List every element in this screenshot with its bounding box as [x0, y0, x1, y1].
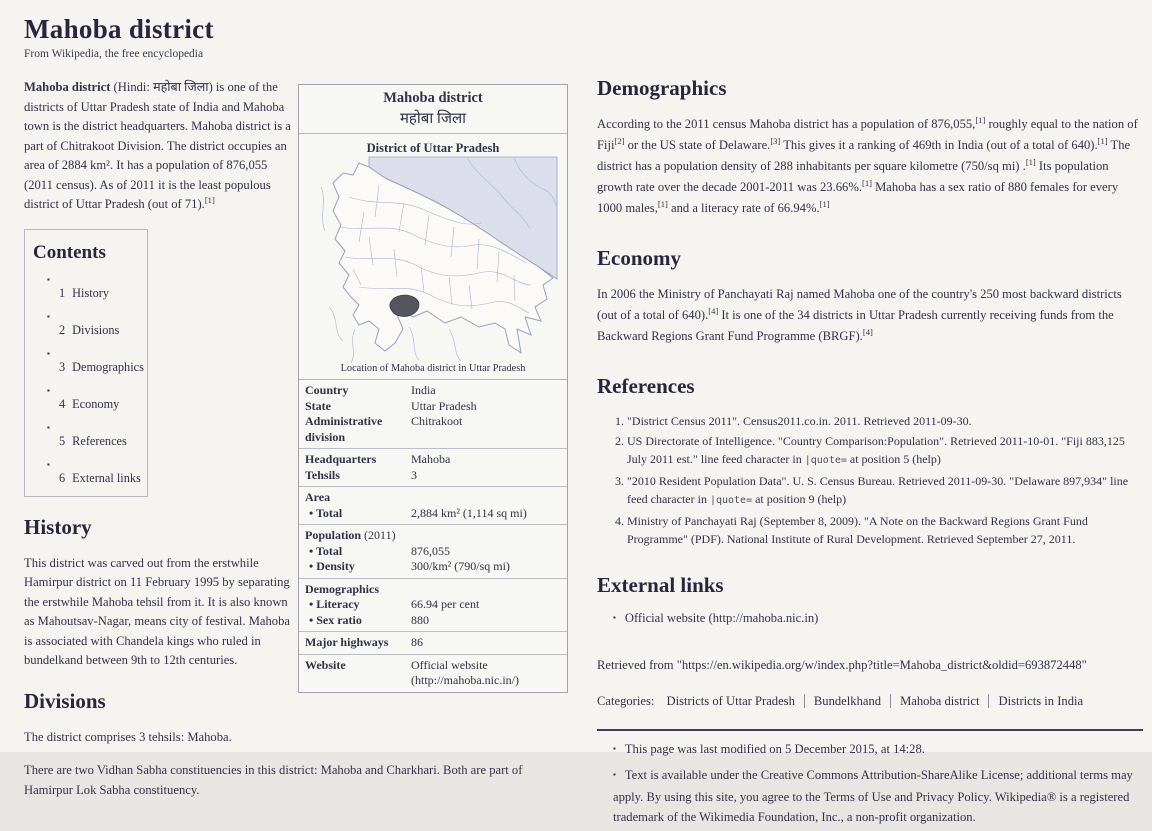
toc-item-economy[interactable]: ▪ 4 Economy	[31, 385, 143, 413]
bullet-icon: ▪	[47, 311, 50, 321]
contents-box	[24, 229, 148, 497]
external-links-list	[597, 611, 1143, 626]
infobox-header	[299, 85, 567, 134]
reference-item: 3. "2010 Resident Population Data". U. S. Census Bureau. Retrieved 2011-09-30. "Delaware 897,934" line feed character in |quote= at position 9 (help)	[627, 472, 1143, 511]
reference-item: 4. Ministry of Panchayati Raj (September 8, 2009). "A Note on the Backward Regions Grant Fund Programme" (PDF). National Institute of Rural Development. Retrieved September 27, 2011.	[627, 512, 1143, 549]
bullet-icon: ▪	[47, 274, 50, 284]
infobox-group: Population (2011) • Total 876,055 • Density 300/km² (790/sq mi)	[299, 525, 567, 579]
right-column	[597, 76, 1143, 831]
infobox-group: Area • Total 2,884 km² (1,114 sq mi)	[299, 487, 567, 525]
infobox-group: Major highways 86	[299, 632, 567, 655]
last-modified-note: ▪ This page was last modified on 5 December 2015, at 14:28.	[613, 739, 1133, 761]
bullet-icon: ▪	[47, 348, 50, 358]
infobox-group: Demographics • Literacy 66.94 per cent • Sex ratio 880	[299, 579, 567, 633]
toc-item-references[interactable]: ▪ 5 References	[31, 422, 143, 450]
categories-label: Categories:	[597, 693, 655, 708]
intro-paragraph: Mahoba district (Hindi: महोबा जिला) is one of the districts of Uttar Pradesh state of India and Mahoba town is the district headquarters. Mahoba district is a part of Chitrakoot Division. The district occupies an area of 2884 km². It has a population of 876,055 (2011 census). As of 2011 it is the least populous district of Uttar Pradesh (out of 71).[1]	[24, 80, 291, 212]
divisions-paragraph: The district comprises 3 tehsils: Mahoba.	[24, 729, 232, 744]
infobox-title: Mahoba district	[383, 90, 483, 106]
demographics-heading: Demographics	[597, 76, 727, 100]
infobox-subtitle: District of Uttar Pradesh	[366, 141, 500, 155]
references-heading: References	[597, 374, 695, 398]
infobox-title-hindi: महोबा जिला	[399, 111, 467, 127]
up-locator-map	[309, 157, 557, 363]
ref-marker[interactable]: [1]	[1025, 156, 1036, 167]
ref-marker[interactable]: [1]	[861, 177, 872, 188]
bullet-icon: ▪	[47, 385, 50, 395]
ref-marker[interactable]: [4]	[708, 305, 719, 316]
toc-item-history[interactable]: ▪ 1 History	[31, 274, 143, 302]
toc-item-external-links[interactable]: ▪ 6 External links	[31, 459, 143, 487]
ref-marker[interactable]: [1]	[975, 114, 986, 125]
bullet-icon: ▪	[47, 422, 50, 432]
district-infobox	[298, 84, 568, 693]
references-list	[597, 412, 1143, 549]
divisions-heading: Divisions	[24, 688, 106, 713]
economy-heading: Economy	[597, 246, 681, 270]
economy-paragraph: In 2006 the Ministry of Panchayati Raj named Mahoba one of the country's 250 most backward districts (out of a total of 640).[4] It is one of the 34 districts in Uttar Pradesh currently receiving funds from the Backward Regions Grant Fund Programme (BRGF).[4]	[597, 287, 1122, 343]
toc-item-demographics[interactable]: ▪ 3 Demographics	[47, 348, 144, 374]
history-heading: History	[24, 514, 92, 539]
demographics-paragraph: According to the 2011 census Mahoba district has a population of 876,055,[1] roughly equal to the nation of Fiji[2] or the US state of Delaware.[3] This gives it a ranking of 469th in India (out of a total of 640).[1] The district has a population density of 288 inhabitants per square kilometre (750/sq mi) .[1] Its population growth rate over the decade 2001-2011 was 23.66%.[1] Mahoba has a sex ratio of 880 females for every 1000 males,[1] and a literacy rate of 66.94%.[1]	[597, 114, 1138, 215]
infobox-group: Headquarters Mahoba Tehsils 3	[299, 449, 567, 487]
infobox-group: Country India State Uttar Pradesh Administrative division Chitrakoot	[299, 380, 567, 449]
external-links-heading: External links	[597, 572, 724, 597]
mahoba-district-highlight	[390, 295, 419, 316]
page-title: Mahoba district	[24, 14, 214, 44]
contents-title: Contents	[33, 241, 106, 263]
reference-item: 1. "District Census 2011". Census2011.co.in. 2011. Retrieved 2011-09-30.	[627, 412, 1143, 431]
ref-marker[interactable]: [2]	[614, 135, 625, 146]
retrieved-from-line: Retrieved from "https://en.wikipedia.org/w/index.php?title=Mahoba_district&oldid=693872448"	[597, 657, 1087, 672]
history-paragraph: This district was carved out from the erstwhile Hamirpur district on 11 February 1995 by separating the erstwhile Mahoba tehsil from it. It is also known as Mahoutsav-Nagar, means city of festival. Mahoba is associated with Chandela kings who ruled in bundelkand between 9th to 12th centuries.	[24, 555, 290, 668]
license-note: ▪ Text is available under the Creative Commons Attribution-ShareAlike License; additional terms may apply. By using this site, you agree to the Terms of Use and Privacy Policy. Wikipedia® is a registered trademark of the Wikimedia Foundation, Inc., a non-profit organization.	[613, 765, 1133, 827]
ref-marker[interactable]: [1]	[819, 198, 830, 209]
page-subtitle: From Wikipedia, the free encyclopedia	[24, 48, 204, 60]
official-website-link[interactable]: ▪ Official website (http://mahoba.nic.in)	[613, 611, 1143, 626]
ref-marker[interactable]: [1]	[204, 194, 215, 205]
categories-bar	[597, 694, 1143, 709]
reference-item: 2. US Directorate of Intelligence. "Country Comparison:Population". Retrieved 2011-10-01. "Fiji 883,125 July 2011 est." line feed character in |quote= at position 5 (help)	[627, 432, 1143, 471]
ref-marker[interactable]: [1]	[657, 198, 668, 209]
map-caption: Location of Mahoba district in Uttar Pradesh	[299, 363, 567, 380]
bullet-icon: ▪	[47, 459, 50, 469]
category-link[interactable]: Districts of Uttar Pradesh	[666, 693, 795, 708]
category-link[interactable]: Mahoba district	[890, 694, 988, 708]
ref-marker[interactable]: [1]	[1097, 135, 1108, 146]
category-link[interactable]: Bundelkhand	[804, 694, 890, 708]
toc-item-divisions[interactable]: ▪ 2 Divisions	[31, 311, 143, 339]
infobox-group: Website Official website (http://mahoba.nic.in/)	[299, 655, 567, 692]
ref-marker[interactable]: [4]	[862, 326, 873, 337]
ref-marker[interactable]: [3]	[770, 135, 781, 146]
divisions-paragraph: There are two Vidhan Sabha constituencies in this district: Mahoba and Charkhari. Both are part of Hamirpur Lok Sabha constituency.	[24, 763, 523, 797]
official-website-link[interactable]: Official website (http://mahoba.nic.in/)	[411, 657, 519, 687]
category-link[interactable]: Districts in India	[988, 694, 1092, 708]
page-footer	[597, 729, 1143, 827]
article-header	[24, 14, 214, 60]
